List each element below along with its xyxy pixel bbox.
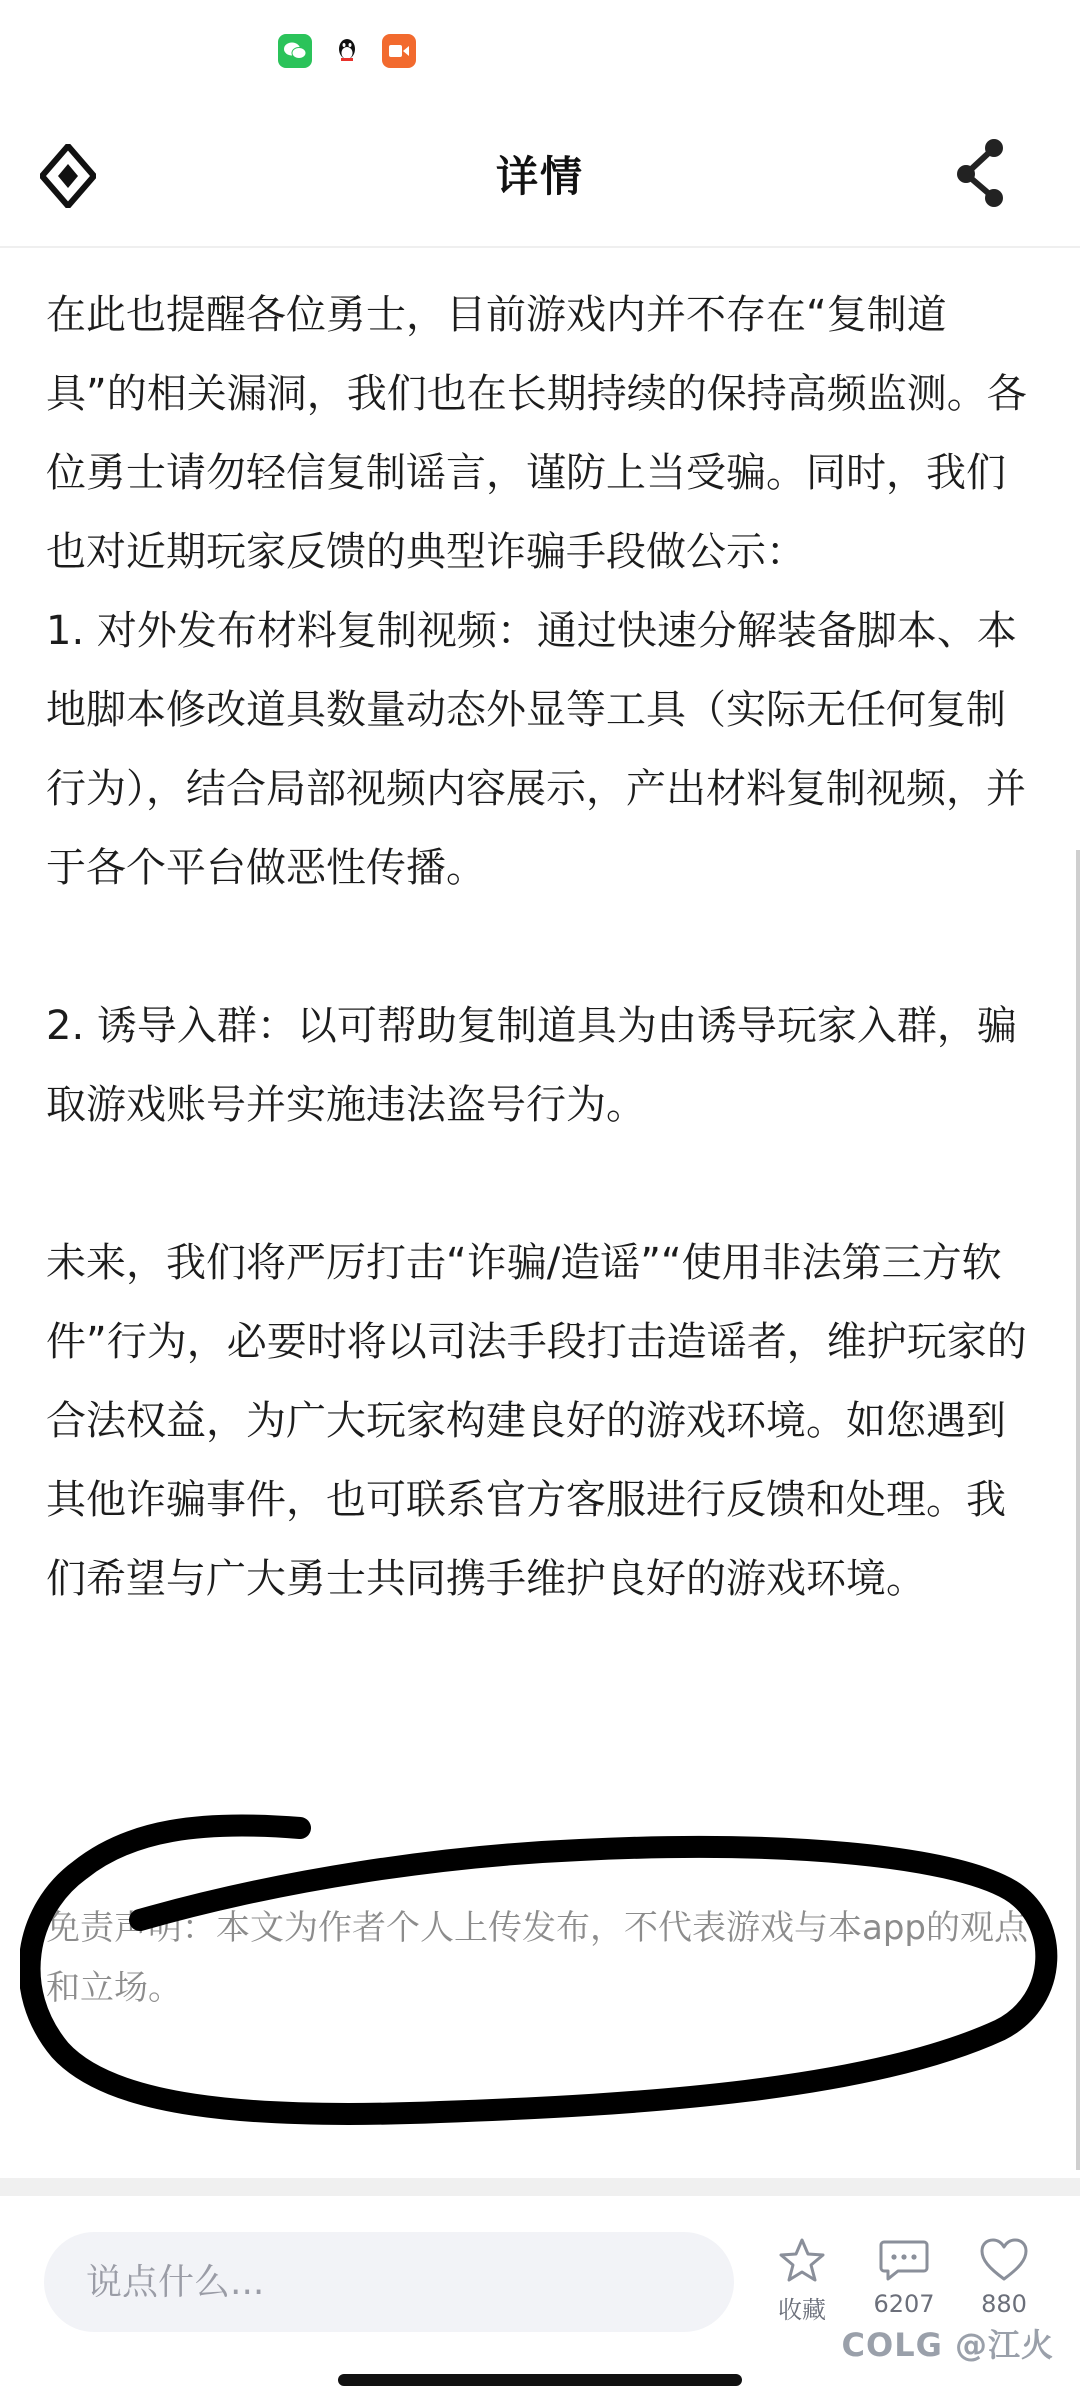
wechat-icon [278, 34, 312, 68]
article-paragraph: 未来，我们将严厉打击“诈骗/造谣”“使用非法第三方软件”行为，必要时将以司法手段打击造谣者，维护玩家的合法权益，为广大玩家构建良好的游戏环境。如您遇到其他诈骗事件，也可联系官方客服进行反馈和处理。我们希望与广大勇士共同携手维护良好的游戏环境。 [46, 1240, 1027, 1602]
page-title: 详情 [495, 152, 584, 201]
comment-count: 6207 [873, 2290, 935, 2318]
footer-divider [0, 2178, 1080, 2196]
favorite-button[interactable] [752, 2236, 852, 2325]
status-bar [0, 0, 1080, 110]
comments-button[interactable] [854, 2236, 954, 2318]
share-icon[interactable] [952, 136, 1008, 210]
qq-icon [330, 34, 364, 68]
disclaimer-text: 免责声明：本文为作者个人上传发布，不代表游戏与本app的观点和立场。 [46, 1908, 1028, 2008]
article-body [46, 276, 1036, 1698]
notification-icons [278, 34, 416, 68]
star-icon [778, 2236, 826, 2284]
heart-icon [979, 2236, 1029, 2284]
video-icon [382, 34, 416, 68]
comment-input[interactable] [44, 2232, 734, 2332]
favorite-label: 收藏 [778, 2296, 826, 2324]
top-header [0, 110, 1080, 248]
like-button[interactable] [954, 2236, 1054, 2318]
like-count: 880 [981, 2290, 1027, 2318]
article-paragraph: 在此也提醒各位勇士，目前游戏内并不存在“复制道具”的相关漏洞，我们也在长期持续的保持高频监测。各位勇士请勿轻信复制谣言，谨防上当受骗。同时，我们也对近期玩家反馈的典型诈骗手段做公示： 1. 对外发布材料复制视频：通过快速分解装备脚本、本地脚本修改道具数量动态外显等工具（实际无任何复制行为），结合局部视频内容展示，产出材料复制视频，并于各个平台做恶性传播。 [46, 292, 1027, 891]
article-paragraph: 2. 诱导入群：以可帮助复制道具为由诱导玩家入群，骗取游戏账号并实施违法盗号行为。 [46, 1003, 1017, 1128]
scrollbar[interactable] [1076, 850, 1080, 2170]
home-indicator[interactable] [338, 2374, 742, 2386]
bottom-action-bar [0, 2196, 1080, 2400]
watermark: COLG @江火 [841, 2326, 1054, 2364]
comment-icon [878, 2236, 930, 2284]
